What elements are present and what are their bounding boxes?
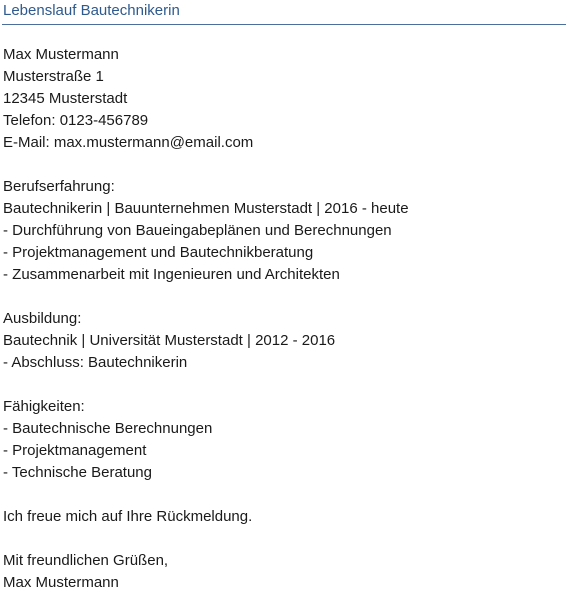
contact-phone: Telefon: 0123-456789 — [3, 112, 149, 129]
blank-line — [3, 154, 563, 176]
blank-line — [3, 286, 563, 308]
signature-name: Max Mustermann — [3, 574, 119, 591]
education-degree: - Abschluss: Bautechnikerin — [3, 354, 188, 371]
experience-item: - Durchführung von Baueingabeplänen und Berechnungen — [3, 222, 392, 239]
contact-email: E-Mail: max.mustermann@email.com — [3, 134, 254, 151]
closing-sentence: Ich freue mich auf Ihre Rückmeldung. — [3, 508, 253, 525]
skills-heading: Fähigkeiten: — [3, 398, 85, 415]
education-entry: Bautechnik | Universität Musterstadt | 2012 - 2016 — [3, 332, 336, 349]
document-title: Lebenslauf Bautechnikerin — [3, 2, 180, 19]
skill-item: - Projektmanagement — [3, 442, 147, 459]
blank-line — [3, 484, 563, 506]
contact-name: Max Mustermann — [3, 46, 119, 63]
document-body — [3, 44, 563, 594]
education-heading: Ausbildung: — [3, 310, 82, 327]
blank-line — [3, 374, 563, 396]
contact-street: Musterstraße 1 — [3, 68, 104, 85]
experience-heading: Berufserfahrung: — [3, 178, 115, 195]
skill-item: - Technische Beratung — [3, 464, 152, 481]
contact-city: 12345 Musterstadt — [3, 90, 128, 107]
experience-item: - Zusammenarbeit mit Ingenieuren und Architekten — [3, 266, 340, 283]
signoff: Mit freundlichen Grüßen, — [3, 552, 169, 569]
experience-position: Bautechnikerin | Bauunternehmen Musterstadt | 2016 - heute — [3, 200, 409, 217]
skill-item: - Bautechnische Berechnungen — [3, 420, 213, 437]
experience-item: - Projektmanagement und Bautechnikberatung — [3, 244, 314, 261]
blank-line — [3, 528, 563, 550]
title-underline — [2, 24, 566, 25]
